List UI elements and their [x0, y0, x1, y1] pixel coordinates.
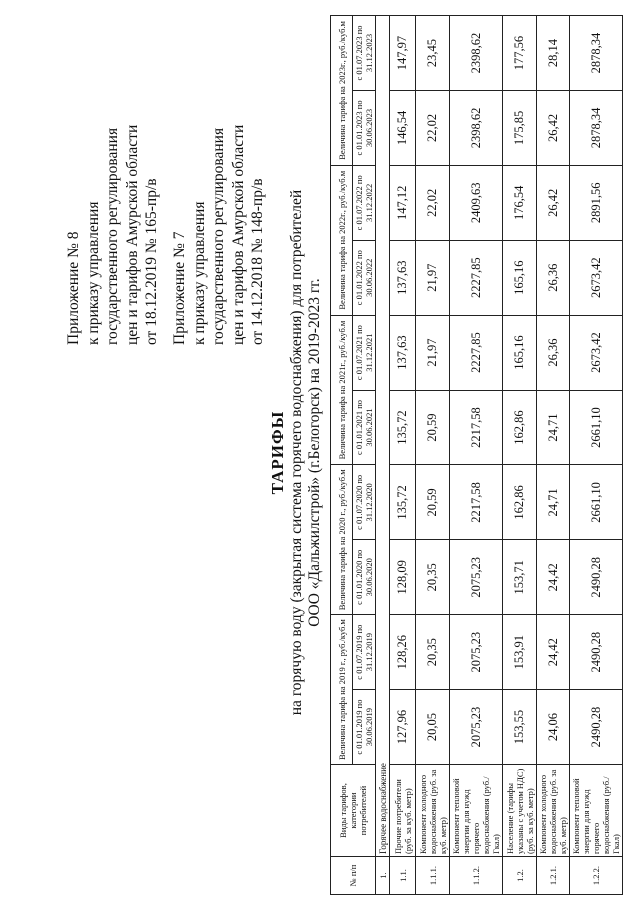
tariff-value: 20,35 [416, 540, 450, 615]
appendix-line: Приложение № 8 [65, 231, 82, 345]
header-period: с 01.01.2022 по 30.06.2022 [353, 240, 376, 315]
tariff-value: 2227,85 [450, 240, 503, 315]
header-year: Величина тарифа на 2020 г., руб./куб.м [331, 465, 353, 615]
row-name: Компонент тепловой энергии для нужд горячего водоснабжения (руб./Гкал) [570, 765, 623, 857]
tariff-value: 26,42 [537, 165, 570, 240]
tariff-value: 22,02 [416, 90, 450, 165]
tariff-value: 147,12 [390, 165, 416, 240]
tariff-value: 2891,56 [570, 165, 623, 240]
document-subtitle-company: ООО «Дальжилстрой» (г.Белогорск) на 2019-2023 гг. [306, 278, 323, 627]
tariff-value: 165,16 [503, 315, 537, 390]
tariff-value: 147,97 [390, 16, 416, 91]
header-name: Виды тарифов, категории потребителей [331, 765, 376, 857]
tariff-value: 24,42 [537, 615, 570, 690]
tariff-value: 176,54 [503, 165, 537, 240]
row-name: Компонент тепловой энергии для нужд горячего водоснабжения (руб./Гкал) [450, 765, 503, 857]
tariff-value: 2673,42 [570, 315, 623, 390]
appendix-line: от 14.12.2018 № 148-пр/в [249, 178, 266, 345]
tariff-value: 2217,58 [450, 465, 503, 540]
appendix-line: цен и тарифов Амурской области [123, 124, 141, 345]
header-year: Величина тарифа на 2023г., руб./куб.м [331, 16, 353, 166]
row-name: Компонент холодного водоснабжения (руб. за куб. метр) [537, 765, 570, 857]
header-year: Величина тарифа на 2019 г., руб./куб.м [331, 615, 353, 765]
table-row [416, 16, 450, 895]
document-subtitle: на горячую воду (закрытая система горячего водоснабжения) для потребителей [288, 189, 305, 716]
document-title: ТАРИФЫ [268, 410, 287, 495]
tariff-value: 2878,34 [570, 16, 623, 91]
tariff-value: 153,71 [503, 540, 537, 615]
tariff-value: 23,45 [416, 16, 450, 91]
appendix-line: государственного регулирования [104, 127, 121, 345]
header-period: с 01.01.2023 по 30.06.2023 [353, 90, 376, 165]
tariff-value: 135,72 [390, 465, 416, 540]
header-period: с 01.01.2020 по 30.06.2020 [353, 540, 376, 615]
tariff-value: 2490,28 [570, 540, 623, 615]
row-name: Прочие потребители (руб. за куб. метр) [390, 765, 416, 857]
tariff-value: 26,42 [537, 90, 570, 165]
tariff-value: 2398,62 [450, 90, 503, 165]
header-period: с 01.07.2021 по 31.12.2021 [353, 315, 376, 390]
tariff-value: 28,14 [537, 16, 570, 91]
row-name: Компонент холодного водоснабжения (руб. за куб. метр) [416, 765, 450, 857]
tariff-value: 22,02 [416, 165, 450, 240]
row-num: 1.1.2. [450, 857, 503, 895]
row-num: 1.2.1. [537, 857, 570, 895]
header-period: с 01.07.2020 по 31.12.2020 [353, 465, 376, 540]
tariff-value: 127,96 [390, 690, 416, 765]
section-name: Горячее водоснабжение [376, 16, 390, 857]
tariff-value: 162,86 [503, 390, 537, 465]
table-row [450, 16, 503, 895]
appendix-line: Приложение № 7 [171, 231, 188, 345]
section-num: 1. [376, 857, 390, 895]
header-year: Величина тарифа на 2022г., руб./куб.м [331, 165, 353, 315]
tariff-value: 137,63 [390, 315, 416, 390]
tariff-value: 20,05 [416, 690, 450, 765]
appendix-7-header [170, 125, 268, 345]
row-num: 1.2. [503, 857, 537, 895]
row-name: Население (тарифы указаны с учетом НДС) (руб. за куб. метр) [503, 765, 537, 857]
tariff-value: 2075,23 [450, 690, 503, 765]
tariff-value: 21,97 [416, 240, 450, 315]
tariff-value: 2409,63 [450, 165, 503, 240]
tariff-value: 162,86 [503, 465, 537, 540]
tariff-value: 20,59 [416, 465, 450, 540]
header-period: с 01.01.2021 по 30.06.2021 [353, 390, 376, 465]
tariff-value: 2490,28 [570, 690, 623, 765]
table-row [503, 16, 537, 895]
tariff-value: 128,09 [390, 540, 416, 615]
tariff-value: 20,35 [416, 615, 450, 690]
tariff-value: 175,85 [503, 90, 537, 165]
header-period: с 01.01.2019 по 30.06.2019 [353, 690, 376, 765]
header-num: № п/п [331, 857, 376, 895]
tariff-value: 2673,42 [570, 240, 623, 315]
tariff-value: 2398,62 [450, 16, 503, 91]
table-row [570, 16, 623, 895]
tariff-value: 2075,23 [450, 615, 503, 690]
header-year: Величина тарифа на 2021г., руб./куб.м [331, 315, 353, 465]
tariff-value: 135,72 [390, 390, 416, 465]
tariff-value: 2661,10 [570, 465, 623, 540]
tariff-value: 2217,58 [450, 390, 503, 465]
table-row [537, 16, 570, 895]
tariff-value: 165,16 [503, 240, 537, 315]
tariff-value: 2878,34 [570, 90, 623, 165]
tariff-value: 20,59 [416, 390, 450, 465]
tariff-value: 2661,10 [570, 390, 623, 465]
tariff-value: 2490,28 [570, 615, 623, 690]
row-num: 1.1. [390, 857, 416, 895]
tariff-value: 24,71 [537, 465, 570, 540]
tariff-value: 137,63 [390, 240, 416, 315]
tariff-value: 153,91 [503, 615, 537, 690]
tariff-value: 153,55 [503, 690, 537, 765]
tariff-value: 177,56 [503, 16, 537, 91]
table-row [390, 16, 416, 895]
appendix-line: цен и тарифов Амурской области [229, 124, 247, 345]
tariff-value: 21,97 [416, 315, 450, 390]
tariff-table [330, 15, 623, 895]
header-period: с 01.07.2022 по 31.12.2022 [353, 165, 376, 240]
header-period: с 01.07.2023 по 31.12.2023 [353, 16, 376, 91]
section-row [376, 16, 390, 895]
header-period: с 01.07.2019 по 31.12.2019 [353, 615, 376, 690]
row-num: 1.2.2. [570, 857, 623, 895]
tariff-value: 24,71 [537, 390, 570, 465]
appendix-line: от 18.12.2019 № 165-пр/в [143, 178, 160, 345]
appendix-line: государственного регулирования [210, 127, 227, 345]
appendix-line: к приказу управления [190, 201, 208, 345]
row-num: 1.1.1. [416, 857, 450, 895]
tariff-value: 26,36 [537, 240, 570, 315]
tariff-value: 24,42 [537, 540, 570, 615]
tariff-value: 2227,85 [450, 315, 503, 390]
tariff-value: 128,26 [390, 615, 416, 690]
appendix-8-header [64, 125, 162, 345]
tariff-value: 24,06 [537, 690, 570, 765]
tariff-value: 146,54 [390, 90, 416, 165]
tariff-value: 26,36 [537, 315, 570, 390]
tariff-value: 2075,23 [450, 540, 503, 615]
appendix-line: к приказу управления [84, 201, 102, 345]
